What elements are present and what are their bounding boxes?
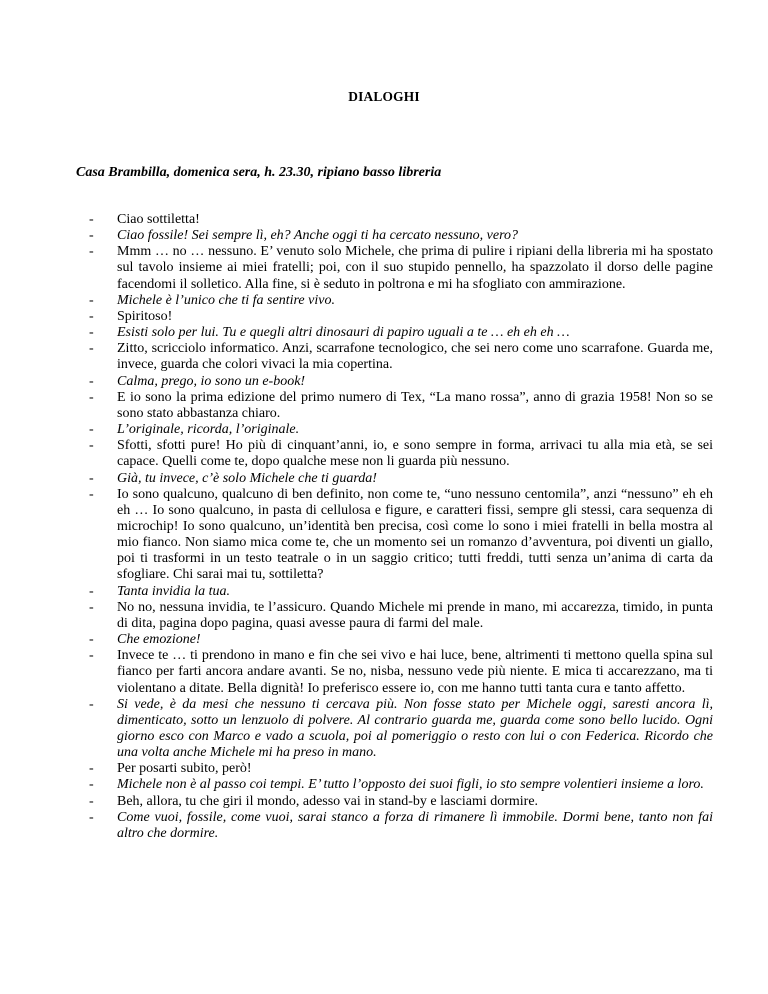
dialogue-line <box>89 600 713 632</box>
dialogue-line <box>89 761 713 777</box>
dialogue-line <box>89 293 713 309</box>
dash-marker: - <box>89 212 94 227</box>
dash-marker: - <box>89 599 94 615</box>
dash-marker: - <box>89 632 94 648</box>
dialogue-line <box>89 487 713 584</box>
dialogue-text: Ciao sottiletta! <box>117 212 200 227</box>
page-title: DIALOGHI <box>348 89 420 104</box>
dash-marker: - <box>89 325 94 341</box>
dash-marker: - <box>89 648 94 664</box>
dialogue-line <box>89 325 713 341</box>
dialogue-text: Che emozione! <box>117 632 201 648</box>
dialogue-text: Michele non è al passo coi tempi. E’ tutto l’opposto dei suoi figli, io sto sempre volentieri insieme a loro. <box>117 777 704 793</box>
dialogue-line <box>89 794 713 810</box>
dialogue-line <box>89 228 713 244</box>
dialogue-line <box>89 632 713 648</box>
dialogue-text: Tanta invidia la tua. <box>117 583 231 599</box>
dialogue-line <box>89 341 713 373</box>
dialogue-text: Già, tu invece, c’è solo Michele che ti guarda! <box>117 470 377 486</box>
dialogue-text: Calma, prego, io sono un e-book! <box>117 373 306 389</box>
dash-marker: - <box>89 793 94 809</box>
dash-marker: - <box>89 777 94 793</box>
dialogue-line <box>89 697 713 762</box>
dialogue-text: Come vuoi, fossile, come vuoi, sarai stanco a forza di rimanere lì immobile. Dormi bene, tanto non fai altro che dormire. <box>117 809 713 841</box>
dash-marker: - <box>89 438 94 454</box>
dialogue-text: Mmm … no … nessuno. E’ venuto solo Michele, che prima di pulire i ripiani della libreria mi ha spostato sul tavolo insieme ai miei fratelli; poi, con il suo stupido pennello, ha spazzolato il dorso delle pagine facendomi il solletico. Alla fine, si è seduto in poltrona e mi ha sfogliato con ammirazione. <box>117 244 713 292</box>
dialogue-line <box>89 244 713 292</box>
dialogue-text: Beh, allora, tu che giri il mondo, adesso vai in stand-by e lasciami dormire. <box>117 793 539 809</box>
dash-marker: - <box>89 389 94 405</box>
dialogue-line <box>89 422 713 438</box>
dash-marker: - <box>89 341 94 357</box>
dash-marker: - <box>89 696 94 712</box>
dialogue-list <box>89 212 713 842</box>
dialogue-line <box>89 648 713 696</box>
dash-marker: - <box>89 292 94 308</box>
dialogue-text: E io sono la prima edizione del primo numero di Tex, “La mano rossa”, anno di grazia 1958! Non so se sono stato abbastanza chiaro. <box>117 389 713 421</box>
dash-marker: - <box>89 809 94 825</box>
dialogue-line <box>89 438 713 470</box>
dialogue-line <box>89 584 713 600</box>
dash-marker: - <box>89 761 94 777</box>
dash-marker: - <box>89 308 94 324</box>
dialogue-text: Sfotti, sfotti pure! Ho più di cinquant’anni, io, e sono sempre in forma, arrivaci tu alla mia età, se sei capace. Quelli come te, dopo qualche mese non li guarda più nessuno. <box>117 438 713 470</box>
dash-marker: - <box>89 373 94 389</box>
dialogue-line <box>89 309 713 325</box>
dialogue-text: Invece te … ti prendono in mano e fin che sei vivo e hai luce, bene, altrimenti ti mettono quella spina sul fianco per farti ancora andare avanti. Se no, nisba, nessuno vede più niente. E mica ti accarezzano, ma ti violentano a ditate. Bella dignità! Io preferisco essere io, con me hanno tutti tanta cura e tanto affetto. <box>117 648 713 696</box>
dialogue-line <box>89 810 713 842</box>
dialogue-line <box>89 374 713 390</box>
dialogue-text: Michele è l’unico che ti fa sentire vivo. <box>117 292 335 308</box>
dash-marker: - <box>89 470 94 486</box>
dialogue-line <box>89 777 713 793</box>
dash-marker: - <box>89 422 94 438</box>
dialogue-line <box>89 471 713 487</box>
dash-marker: - <box>89 583 94 599</box>
dialogue-text: Zitto, scricciolo informatico. Anzi, scarrafone tecnologico, che sei nero come uno scarrafone. Guarda me, invece, guarda che colori vivaci la mia copertina. <box>117 341 713 373</box>
dialogue-text: Si vede, è da mesi che nessuno ti cercava più. Non fosse stato per Michele oggi, saresti ancora lì, dimenticato, sotto un lenzuolo di polvere. Al contrario guarda me, guarda come sono bello lucido. Ogni giorno esco con Marco e vado a scuola, poi al pomeriggio o resto con lui o con Federica. Ricordo che una volta anche Michele mi ha preso in mano. <box>117 696 713 761</box>
dialogue-text: L’originale, ricorda, l’originale. <box>117 422 300 438</box>
dash-marker: - <box>89 486 94 502</box>
dialogue-line <box>89 212 713 228</box>
dash-marker: - <box>89 244 94 260</box>
dialogue-line <box>89 390 713 422</box>
dialogue-text: No no, nessuna invidia, te l’assicuro. Quando Michele mi prende in mano, mi accarezza, timido, in punta di dita, pagina dopo pagina, quasi avesse paura di farmi del male. <box>117 599 713 631</box>
dialogue-text: Io sono qualcuno, qualcuno di ben definito, non come te, “uno nessuno centomila”, anzi “nessuno” eh eh eh … Io sono qualcuno, in pasta di cellulosa e figure, e caratteri fissi, sempre gli stessi, cara sequenza di microchip! Io sono qualcuno, un’identità ben precisa, così come lo sono i miei fratelli in bella mostra al mio fianco. Non siamo mica come te, che un momento sei un romanzo d’avventura, poi diventi un giallo, poi ti trasformi in un testo teatrale o in un saggio critico; tutti freddi, tutti senza un’anima di carta da sfogliare. Chi sarai mai tu, sottiletta? <box>117 486 713 583</box>
dash-marker: - <box>89 228 94 244</box>
scene-heading: Casa Brambilla, domenica sera, h. 23.30, ripiano basso libreria <box>76 165 442 180</box>
dialogue-text: Esisti solo per lui. Tu e quegli altri dinosauri di papiro uguali a te … eh eh eh … <box>117 325 570 341</box>
dialogue-text: Per posarti subito, però! <box>117 761 252 777</box>
dialogue-text: Spiritoso! <box>117 308 173 324</box>
dialogue-text: Ciao fossile! Sei sempre lì, eh? Anche oggi ti ha cercato nessuno, vero? <box>117 228 519 244</box>
